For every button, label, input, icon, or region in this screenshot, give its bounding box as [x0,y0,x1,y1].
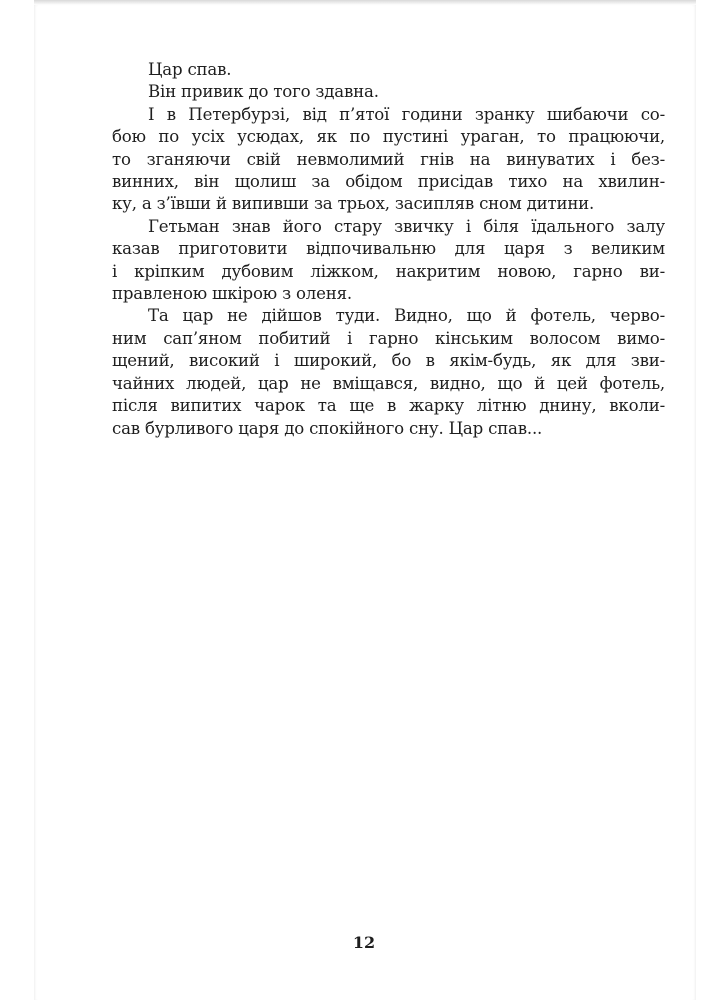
text-line: то зганяючи свій невмолимий гнів на винуватих і без- [112,149,665,169]
paragraph [112,59,665,81]
text-line: казав приготовити відпочивальню для царя з великим [112,239,665,259]
text-line: чайних людей, цар не вміщався, видно, що й цей фотель, [112,373,665,393]
text-line: Та цар не дійшов туди. Видно, що й фотель, черво- [148,306,665,326]
paragraph [112,216,665,306]
body-text [112,59,665,440]
page-number: 12 [352,933,376,952]
text-line: винних, він щолиш за обідом присідав тихо на хвилин- [112,172,665,192]
text-line: Він привик до того здавна. [148,82,379,102]
paragraph [112,104,665,216]
text-line: І в Петербурзі, від п’ятої години зранку шибаючи со- [148,104,665,124]
text-line: бою по усіх усюдах, як по пустині ураган, то працюючи, [112,127,665,147]
text-line: Гетьман знав його стару звичку і біля їдального залу [148,216,665,236]
paragraph [112,305,665,439]
paragraph [112,81,665,103]
text-line: і кріпким дубовим ліжком, накритим новою, гарно ви- [112,261,665,281]
text-line: правленою шкірою з оленя. [112,284,352,304]
text-line: ку, а з’ївши й випивши за трьох, засипляв сном дитини. [112,194,595,214]
text-line: щений, високий і широкий, бо в якім-будь, як для зви- [112,351,665,371]
text-line: сав бурливого царя до спокійного сну. Цар спав... [112,418,543,438]
text-line: ним сап’яном побитий і гарно кінським волосом вимо- [112,328,665,348]
text-line: Цар спав. [148,60,232,79]
text-line: після випитих чарок та ще в жарку літню днину, вколи- [112,396,665,416]
page-top-edge [34,0,696,5]
